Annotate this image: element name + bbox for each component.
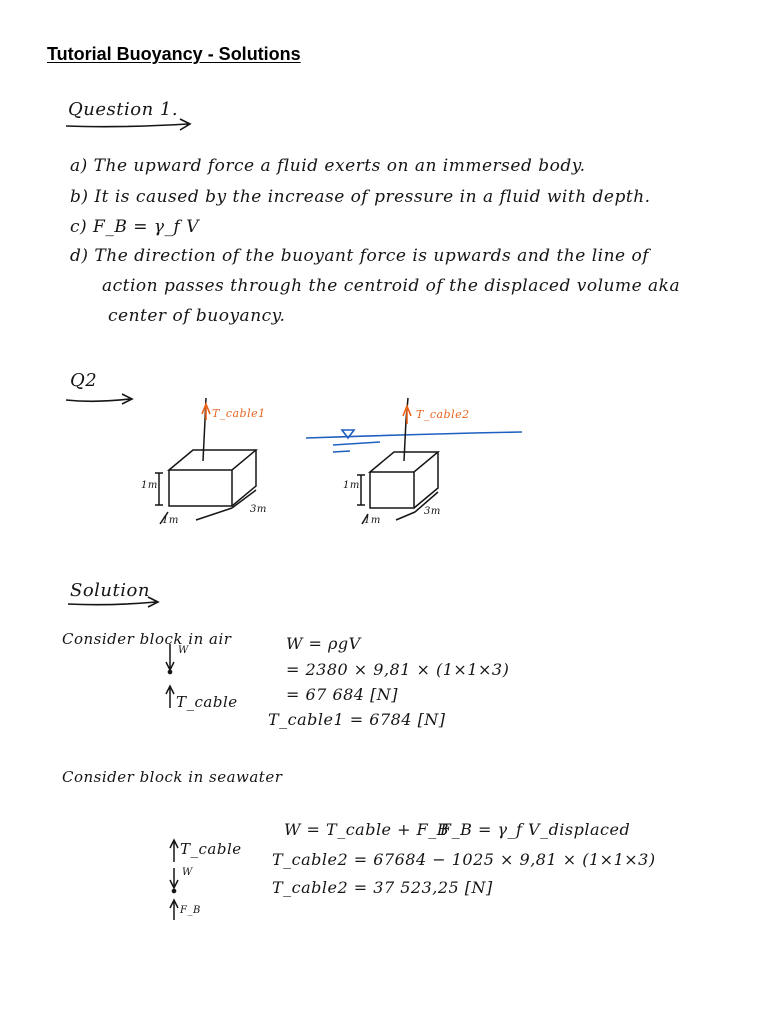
- length-label-air: 3m: [250, 504, 267, 515]
- q1-line-a: a) The upward force a fluid exerts on an immersed body.: [70, 156, 586, 176]
- question-2-heading: Q2: [70, 370, 98, 391]
- tension-label-seawater: T_cable2: [416, 408, 470, 421]
- air-tension-label: T_cable: [176, 693, 238, 711]
- width-label-air: 1m: [162, 515, 179, 526]
- page-title: Tutorial Buoyancy - Solutions: [47, 44, 301, 64]
- question-1-heading: Question 1.: [68, 99, 179, 120]
- seawater-tension-label: T_cable: [180, 840, 242, 858]
- air-eq-2: = 2380 × 9,81 × (1×1×3): [286, 660, 510, 679]
- seawater-buoyancy-label: F_B: [180, 905, 201, 916]
- width-label-seawater: 1m: [364, 515, 381, 526]
- air-eq-4: T_cable1 = 6784 [N]: [268, 710, 446, 729]
- length-label-seawater: 3m: [424, 506, 441, 517]
- seawater-eq-2: T_cable2 = 67684 − 1025 × 9,81 × (1×1×3): [272, 850, 656, 869]
- seawater-case-label: Consider block in seawater: [62, 768, 283, 786]
- solution-heading: Solution: [70, 580, 150, 601]
- seawater-eq-3: T_cable2 = 37 523,25 [N]: [272, 878, 493, 897]
- air-eq-1: W = ρgV: [286, 634, 361, 653]
- q1-line-c: c) F_B = γ_f V: [70, 217, 200, 237]
- q1-line-b: b) It is caused by the increase of pressure in a fluid with depth.: [70, 187, 651, 207]
- q1-line-d3: center of buoyancy.: [108, 306, 286, 326]
- height-label-air: 1m: [141, 480, 158, 491]
- air-case-label: Consider block in air: [62, 630, 232, 648]
- tension-label-air: T_cable1: [212, 407, 266, 420]
- seawater-eq-1: W = T_cable + F_B: [284, 820, 449, 839]
- seawater-side-eq: F_B = γ_f V_displaced: [440, 820, 631, 839]
- q1-line-d2: action passes through the centroid of the displaced volume aka: [102, 276, 681, 296]
- height-label-seawater: 1m: [343, 480, 360, 491]
- air-weight-label: W: [178, 645, 189, 656]
- q1-line-d: d) The direction of the buoyant force is upwards and the line of: [70, 246, 650, 266]
- air-eq-3: = 67 684 [N]: [286, 685, 399, 704]
- seawater-weight-label: W: [182, 867, 193, 878]
